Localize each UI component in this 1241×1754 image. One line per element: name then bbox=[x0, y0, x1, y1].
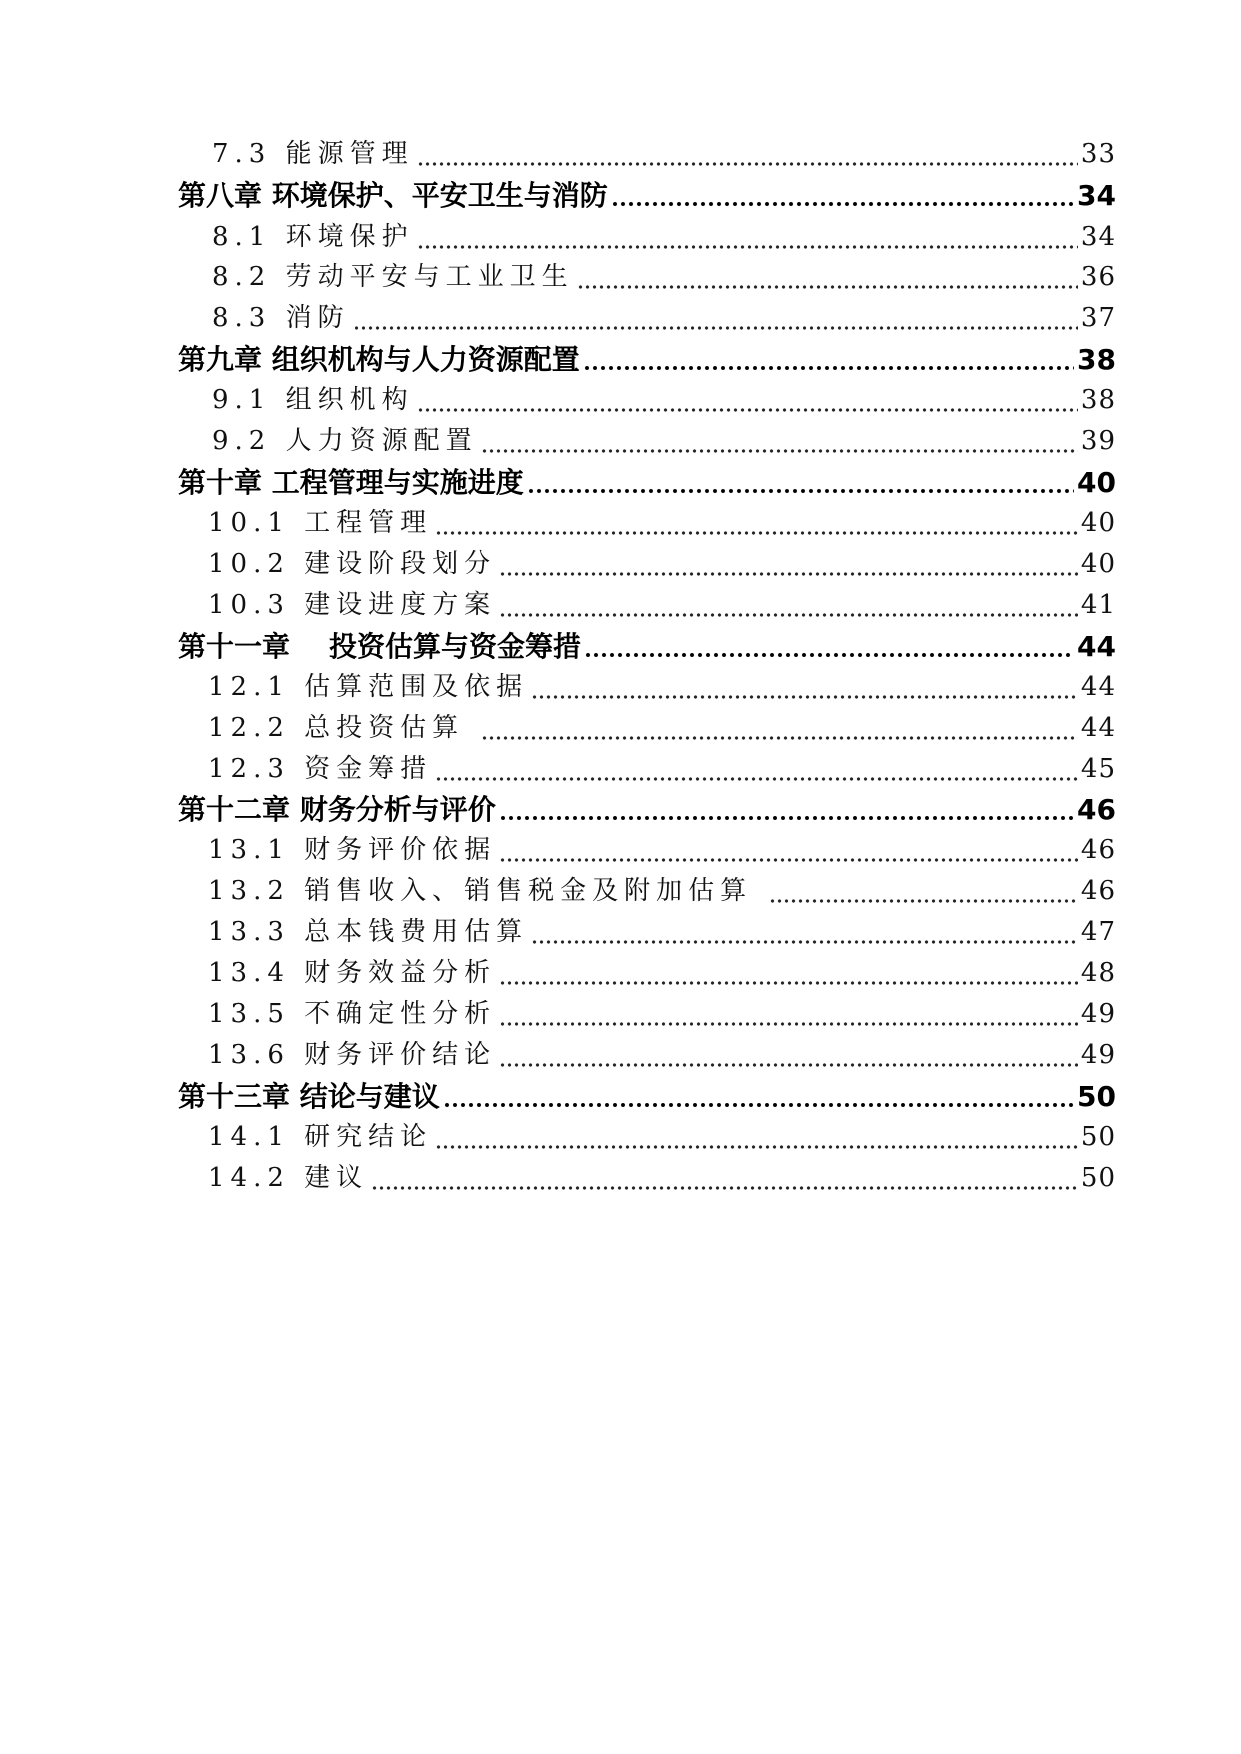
toc-entry-title: 9.1 组织机构 bbox=[212, 385, 414, 415]
toc-entry-title: 12.3 资金筹措 bbox=[208, 754, 433, 784]
toc-page-number: 44 bbox=[1080, 713, 1116, 743]
toc-page-number: 50 bbox=[1080, 1163, 1116, 1193]
toc-entry-14-1[interactable] bbox=[208, 1117, 1116, 1157]
toc-dot-leader bbox=[527, 463, 1074, 503]
toc-page-number: 48 bbox=[1080, 958, 1116, 988]
toc-chapter-title: 第十章 工程管理与实施进度 bbox=[178, 466, 524, 499]
toc-page-number: 39 bbox=[1080, 426, 1116, 456]
toc-dot-leader bbox=[371, 1158, 1078, 1198]
toc-entry-title: 13.5 不确定性分析 bbox=[208, 999, 497, 1029]
toc-entry-8-2[interactable] bbox=[212, 257, 1116, 297]
toc-page-number: 49 bbox=[1080, 999, 1116, 1029]
toc-dot-leader bbox=[531, 912, 1078, 952]
toc-entry-title: 12.1 估算范围及依据 bbox=[208, 672, 529, 702]
toc-page-number: 40 bbox=[1080, 549, 1116, 579]
toc-chapter-9[interactable] bbox=[178, 340, 1116, 380]
toc-chapter-title: 第十三章 结论与建议 bbox=[178, 1080, 440, 1113]
toc-dot-leader bbox=[499, 994, 1078, 1034]
toc-dot-leader bbox=[499, 830, 1078, 870]
toc-chapter-title: 第十二章 财务分析与评价 bbox=[178, 793, 496, 826]
toc-entry-title: 13.3 总本钱费用估算 bbox=[208, 917, 529, 947]
toc-entry-10-3[interactable] bbox=[208, 585, 1116, 625]
toc-page-number: 36 bbox=[1080, 262, 1116, 292]
toc-entry-title: 8.2 劳动平安与工业卫生 bbox=[212, 262, 574, 292]
toc-chapter-title: 第十一章 投资估算与资金筹措 bbox=[178, 630, 581, 663]
toc-page-number: 50 bbox=[1077, 1080, 1116, 1113]
toc-entry-13-2[interactable] bbox=[208, 871, 1116, 911]
toc-dot-leader bbox=[435, 749, 1078, 789]
toc-dot-leader bbox=[417, 134, 1078, 174]
toc-entry-title: 12.2 总投资估算 bbox=[208, 713, 479, 743]
toc-dot-leader bbox=[481, 708, 1077, 748]
toc-entry-12-2[interactable] bbox=[208, 708, 1116, 748]
toc-dot-leader bbox=[584, 627, 1074, 667]
toc-entry-title: 13.1 财务评价依据 bbox=[208, 835, 497, 865]
toc-page-number: 46 bbox=[1077, 793, 1116, 826]
toc-dot-leader bbox=[443, 1077, 1074, 1117]
toc-dot-leader bbox=[583, 340, 1074, 380]
toc-entry-13-3[interactable] bbox=[208, 912, 1116, 952]
toc-entry-8-3[interactable] bbox=[212, 298, 1116, 338]
toc-entry-10-2[interactable] bbox=[208, 544, 1116, 584]
toc-entry-title: 10.3 建设进度方案 bbox=[208, 590, 497, 620]
toc-entry-title: 10.2 建设阶段划分 bbox=[208, 549, 497, 579]
toc-page-number: 38 bbox=[1077, 343, 1116, 376]
toc-entry-9-2[interactable] bbox=[212, 421, 1116, 461]
toc-entry-13-5[interactable] bbox=[208, 994, 1116, 1034]
toc-entry-8-1[interactable] bbox=[212, 217, 1116, 257]
toc-dot-leader bbox=[769, 871, 1077, 911]
toc-entry-9-1[interactable] bbox=[212, 380, 1116, 420]
toc-entry-title: 13.2 销售收入、销售税金及附加估算 bbox=[208, 876, 767, 906]
toc-dot-leader bbox=[531, 667, 1078, 707]
toc-chapter-title: 第八章 环境保护、平安卫生与消防 bbox=[178, 179, 608, 212]
toc-entry-title: 7.3 能源管理 bbox=[212, 139, 414, 169]
toc-entry-title: 8.3 消防 bbox=[212, 303, 350, 333]
toc-entry-title: 10.1 工程管理 bbox=[208, 508, 433, 538]
toc-page-number: 44 bbox=[1080, 672, 1116, 702]
toc-entry-7-3[interactable] bbox=[212, 134, 1116, 174]
toc-entry-title: 8.1 环境保护 bbox=[212, 222, 414, 252]
toc-chapter-12[interactable] bbox=[178, 790, 1116, 830]
toc-dot-leader bbox=[435, 503, 1078, 543]
toc-dot-leader bbox=[577, 257, 1078, 297]
toc-chapter-title: 第九章 组织机构与人力资源配置 bbox=[178, 343, 580, 376]
toc-chapter-11[interactable] bbox=[178, 627, 1116, 667]
toc-dot-leader bbox=[499, 790, 1074, 830]
toc-entry-10-1[interactable] bbox=[208, 503, 1116, 543]
toc-entry-13-1[interactable] bbox=[208, 830, 1116, 870]
toc-entry-13-6[interactable] bbox=[208, 1035, 1116, 1075]
toc-page-number: 44 bbox=[1077, 630, 1116, 663]
toc-chapter-13[interactable] bbox=[178, 1077, 1116, 1117]
toc-dot-leader bbox=[435, 1117, 1078, 1157]
toc-page-number: 47 bbox=[1080, 917, 1116, 947]
toc-entry-13-4[interactable] bbox=[208, 953, 1116, 993]
toc-dot-leader bbox=[417, 380, 1078, 420]
toc-page-number: 34 bbox=[1077, 179, 1116, 212]
toc-dot-leader bbox=[353, 298, 1078, 338]
toc-page-number: 50 bbox=[1080, 1122, 1116, 1152]
toc-entry-title: 14.1 研究结论 bbox=[208, 1122, 433, 1152]
toc-dot-leader bbox=[481, 421, 1078, 461]
toc-page-number: 46 bbox=[1080, 835, 1116, 865]
toc-entry-title: 13.4 财务效益分析 bbox=[208, 958, 497, 988]
toc-dot-leader bbox=[499, 953, 1078, 993]
toc-page-number: 49 bbox=[1080, 1040, 1116, 1070]
toc-entry-12-1[interactable] bbox=[208, 667, 1116, 707]
toc-chapter-8[interactable] bbox=[178, 176, 1116, 216]
toc-page-number: 38 bbox=[1080, 385, 1116, 415]
toc-entry-12-3[interactable] bbox=[208, 749, 1116, 789]
toc-entry-14-2[interactable] bbox=[208, 1158, 1116, 1198]
toc-page-number: 41 bbox=[1080, 590, 1116, 620]
toc-page-number: 40 bbox=[1080, 508, 1116, 538]
toc-page-number: 34 bbox=[1080, 222, 1116, 252]
toc-page-number: 45 bbox=[1080, 754, 1116, 784]
toc-page-number: 46 bbox=[1080, 876, 1116, 906]
toc-dot-leader bbox=[417, 217, 1078, 257]
toc-dot-leader bbox=[499, 585, 1078, 625]
toc-dot-leader bbox=[499, 544, 1078, 584]
toc-page-number: 33 bbox=[1080, 139, 1116, 169]
toc-chapter-10[interactable] bbox=[178, 463, 1116, 503]
toc-dot-leader bbox=[499, 1035, 1078, 1075]
toc-entry-title: 13.6 财务评价结论 bbox=[208, 1040, 497, 1070]
toc-dot-leader bbox=[611, 176, 1074, 216]
toc-entry-title: 9.2 人力资源配置 bbox=[212, 426, 478, 456]
toc-page-number: 40 bbox=[1077, 466, 1116, 499]
toc-entry-title: 14.2 建议 bbox=[208, 1163, 369, 1193]
toc-page-number: 37 bbox=[1080, 303, 1116, 333]
